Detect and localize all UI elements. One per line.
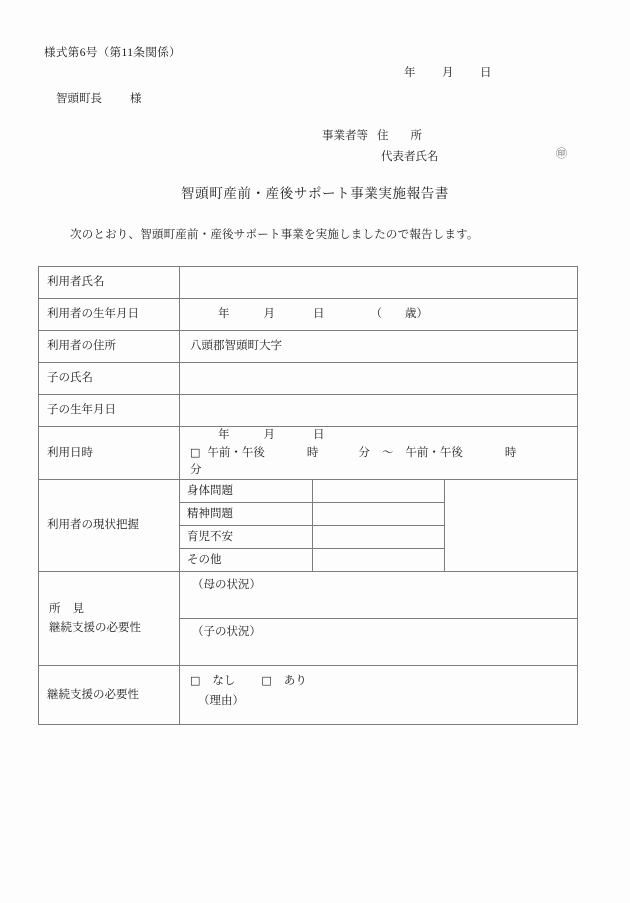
- usage-hour-start: 時: [306, 447, 319, 459]
- need-none-label: なし: [212, 675, 236, 687]
- usage-date-line: [190, 427, 577, 444]
- status-item-name-1: 精神問題: [180, 503, 313, 526]
- row-value-user-address[interactable]: 八頭郡智頭町大字: [180, 331, 578, 363]
- findings-mother-cell[interactable]: （母の状況）: [180, 572, 578, 619]
- operator-address-label-2: 所: [410, 130, 422, 142]
- addressee: [56, 90, 142, 106]
- findings-label-line-2: 継続支援の必要性: [49, 621, 141, 634]
- need-reason-label: （理由）: [198, 695, 244, 707]
- birth-day-label: 日: [313, 308, 325, 320]
- row-label-user-birth: 利用者の生年月日: [39, 299, 180, 331]
- table-row-user-birth: [39, 299, 578, 331]
- usage-minute-start: 分: [358, 447, 370, 459]
- date-day-label: 日: [480, 67, 492, 79]
- row-label-need-support: 継続支援の必要性: [39, 666, 180, 725]
- form-number: 様式第6号（第11条関係）: [44, 47, 182, 59]
- findings-label-part-2: 見: [72, 602, 84, 615]
- usage-minute-end-line: [190, 462, 577, 479]
- row-value-child-name[interactable]: [180, 363, 578, 395]
- need-none-checkbox[interactable]: □: [190, 674, 201, 687]
- operator-representative-row: [322, 147, 439, 168]
- table-row-findings-mother: [39, 572, 578, 619]
- operator-address-row: [322, 126, 439, 147]
- need-yes-checkbox[interactable]: □: [261, 674, 272, 687]
- row-value-user-name[interactable]: [180, 267, 578, 299]
- findings-child-cell[interactable]: （子の状況）: [180, 619, 578, 666]
- operator-block: [322, 126, 439, 168]
- table-row-status-1: [39, 480, 578, 503]
- seal-icon: ㊞: [556, 148, 567, 160]
- table-row-user-address: [39, 331, 578, 363]
- usage-checkbox[interactable]: □: [190, 446, 201, 459]
- status-item-check-2[interactable]: [312, 526, 445, 549]
- status-item-check-0[interactable]: [312, 480, 445, 503]
- row-value-child-birth[interactable]: [180, 395, 578, 427]
- row-label-user-address: 利用者の住所: [39, 331, 180, 363]
- status-item-name-3: その他: [180, 549, 313, 572]
- usage-month-label: 月: [263, 429, 275, 441]
- intro-paragraph: 次のとおり、智頭町産前・産後サポート事業を実施しましたので報告します。: [70, 229, 479, 241]
- row-label-user-name: 利用者氏名: [39, 267, 180, 299]
- usage-year-label: 年: [218, 429, 230, 441]
- usage-ampm-end: 午前・午後: [405, 447, 463, 459]
- row-label-status: 利用者の現状把握: [39, 480, 180, 572]
- table-row-child-birth: [39, 395, 578, 427]
- date-month-label: 月: [442, 67, 454, 79]
- status-item-check-3[interactable]: [312, 549, 445, 572]
- usage-range-separator: ～: [381, 447, 394, 459]
- page-title: 智頭町産前・産後サポート事業実施報告書: [181, 186, 449, 201]
- birth-year-label: 年: [218, 308, 230, 320]
- findings-label-line-1: [49, 600, 179, 619]
- row-value-usage-datetime[interactable]: [180, 427, 578, 480]
- need-options-line: [190, 671, 577, 691]
- operator-label: 事業者等: [322, 130, 368, 142]
- table-row-child-name: [39, 363, 578, 395]
- row-label-child-birth: 子の生年月日: [39, 395, 180, 427]
- birth-age-label: （ 歳）: [370, 308, 428, 320]
- table-row-need-support: [39, 666, 578, 725]
- status-item-name-0: 身体問題: [180, 480, 313, 503]
- table-row-user-name: [39, 267, 578, 299]
- row-value-user-birth[interactable]: [180, 299, 578, 331]
- findings-label-part-1: 所: [49, 602, 61, 615]
- report-table: [38, 266, 578, 725]
- row-value-need-support[interactable]: [180, 666, 578, 725]
- table-row-usage-datetime: [39, 427, 578, 480]
- usage-hour-end: 時: [504, 447, 517, 459]
- status-item-name-2: 育児不安: [180, 526, 313, 549]
- birth-month-label: 月: [263, 308, 275, 320]
- date-line: [404, 64, 492, 80]
- operator-address-label: 住: [377, 130, 389, 142]
- addressee-honorific: 様: [130, 93, 142, 105]
- addressee-name: 智頭町長: [56, 93, 102, 105]
- status-notes-cell[interactable]: [445, 480, 578, 572]
- usage-minute-end: 分: [190, 464, 202, 476]
- operator-representative-label: 代表者氏名: [381, 151, 439, 163]
- row-label-usage-datetime: 利用日時: [39, 427, 180, 480]
- usage-day-label: 日: [313, 429, 325, 441]
- usage-time-line: [190, 444, 577, 462]
- usage-ampm-start: 午前・午後: [207, 447, 265, 459]
- status-item-check-1[interactable]: [312, 503, 445, 526]
- date-year-label: 年: [404, 67, 416, 79]
- row-label-findings: [39, 572, 180, 666]
- row-label-child-name: 子の氏名: [39, 363, 180, 395]
- need-yes-label: あり: [283, 675, 307, 687]
